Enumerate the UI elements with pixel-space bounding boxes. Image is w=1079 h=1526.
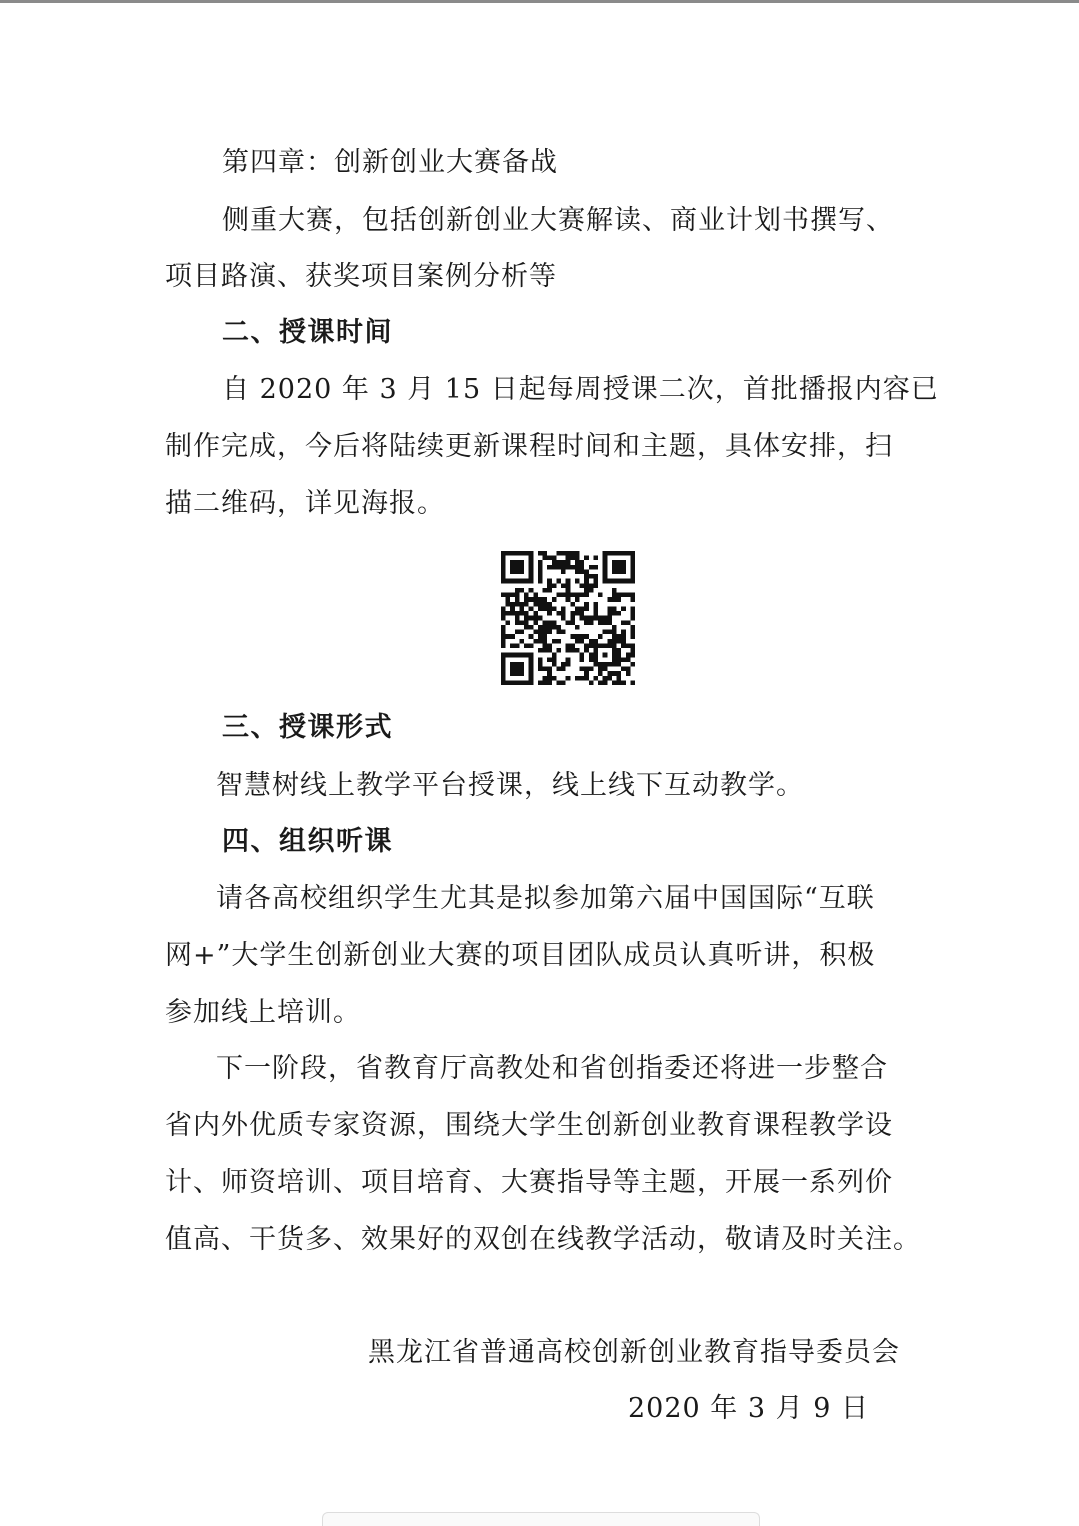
closing-line-2: 省内外优质专家资源，围绕大学生创新创业教育课程教学设 xyxy=(165,1110,893,1141)
section-2-line-1: 自 2020 年 3 月 15 日起每周授课二次，首批播报内容已 xyxy=(222,374,939,405)
top-border xyxy=(0,0,1079,3)
section-2-line-2: 制作完成，今后将陆续更新课程时间和主题，具体安排，扫 xyxy=(165,431,893,462)
chapter-4-desc-line-2: 项目路演、获奖项目案例分析等 xyxy=(165,261,557,292)
section-4-line-2: 网+”大学生创新创业大赛的项目团队成员认真听讲，积极 xyxy=(165,940,876,971)
section-4-line-1: 请各高校组织学生尤其是拟参加第六届中国国际“互联 xyxy=(216,883,875,914)
section-4-heading: 四、组织听课 xyxy=(222,826,393,857)
closing-line-1: 下一阶段，省教育厅高教处和省创指委还将进一步整合 xyxy=(216,1053,888,1084)
section-2-line-3: 描二维码，详见海报。 xyxy=(165,488,445,519)
bottom-toolbar-edge xyxy=(322,1512,760,1526)
section-4-line-3: 参加线上培训。 xyxy=(165,997,361,1028)
section-2-heading: 二、授课时间 xyxy=(222,317,393,348)
qr-code-icon[interactable] xyxy=(501,551,635,685)
signature-date: 2020 年 3 月 9 日 xyxy=(628,1393,869,1424)
chapter-4-title: 第四章：创新创业大赛备战 xyxy=(222,147,558,178)
signature-organization: 黑龙江省普通高校创新创业教育指导委员会 xyxy=(368,1337,900,1368)
closing-line-4: 值高、干货多、效果好的双创在线教学活动，敬请及时关注。 xyxy=(165,1224,921,1255)
section-3-heading: 三、授课形式 xyxy=(222,712,393,743)
chapter-4-desc-line-1: 侧重大赛，包括创新创业大赛解读、商业计划书撰写、 xyxy=(222,205,894,236)
section-3-line-1: 智慧树线上教学平台授课，线上线下互动教学。 xyxy=(216,770,804,801)
closing-line-3: 计、师资培训、项目培育、大赛指导等主题，开展一系列价 xyxy=(165,1167,893,1198)
